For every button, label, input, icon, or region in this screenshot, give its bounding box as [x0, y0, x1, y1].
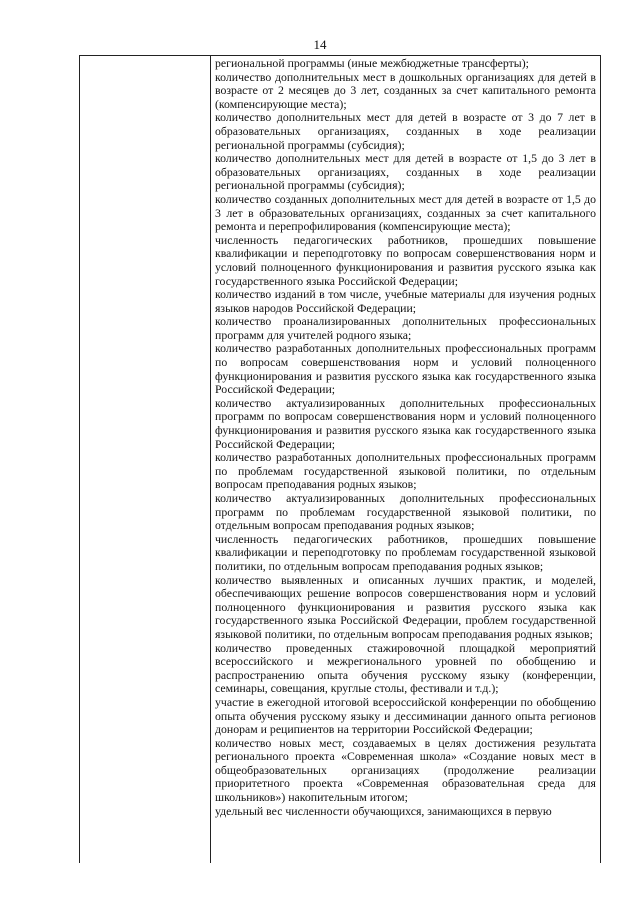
document-table [79, 55, 601, 863]
indicator-paragraph: количество выявленных и описанных лучших практик, и моделей, обеспечивающих решение вопросов совершенствования норм и условий полноценного функционирования и развития русского языка как государственного языка Российской Федерации, проблем государственной языковой политики, по отдельным вопросам преподавания родных языков; [215, 572, 596, 641]
indicator-paragraph: количество актуализированных дополнительных профессиональных программ по проблемам государственной языковой политики, по отдельным вопросам преподавания родных языков; [215, 491, 596, 533]
table-left-column [80, 56, 211, 863]
indicator-paragraph: численность педагогических работников, прошедших повышение квалификации и переподготовку по вопросам совершенствования норм и условий полноценного функционирования и развития русского языка как государственного языка Российской Федерации; [215, 232, 596, 288]
indicator-paragraph: количество разработанных дополнительных профессиональных программ по вопросам совершенствования норм и условий полноценного функционирования и развития русского языка как государственного языка Российской Федерации; [215, 341, 596, 397]
indicator-paragraph: участие в ежегодной итоговой всероссийской конференции по обобщению опыта обучения русскому языку и дессиминации данного опыта регионов донорам и реципиентов на территории Российской Федерации; [215, 694, 596, 737]
indicator-paragraph: количество изданий в том числе, учебные материалы для изучения родных языков народов Российской Федерации; [215, 287, 596, 315]
page-number: 14 [313, 37, 327, 52]
indicator-paragraph: количество проанализированных дополнительных профессиональных программ для учителей родного языка; [215, 314, 596, 342]
indicator-paragraph: региональной программы (иные межбюджетные трансферты); [215, 56, 529, 70]
indicator-paragraph: количество дополнительных мест для детей в возрасте от 3 до 7 лет в образовательных организациях, созданных в ходе реализации региональной программы (субсидия); [215, 110, 596, 152]
indicator-paragraph: количество проведенных стажировочной площадкой мероприятий всероссийского и межрегионального уровней по обобщению и распространению опыта обучения русскому языку (конференции, семинары, совещания, круглые столы, фестивали и т.д.); [215, 640, 596, 696]
table-right-column [211, 57, 600, 818]
indicator-paragraph: количество новых мест, создаваемых в целях достижения результата регионального проекта «Современная школа» «Создание новых мест в общеобразовательных организациях (продолжение реализации приоритетного проекта «Современная образовательная среда для школьников») накопительным итогом; [215, 735, 596, 805]
indicator-paragraph: количество разработанных дополнительных профессиональных программ по проблемам государственной языковой политики, по отдельным вопросам преподавания родных языков; [215, 450, 596, 492]
indicator-paragraph: численность педагогических работников, прошедших повышение квалификации и переподготовку по проблемам государственной языковой политики, по отдельным вопросам преподавания родных языков; [215, 531, 596, 573]
indicator-paragraph: удельный вес численности обучающихся, занимающихся в первую [215, 803, 552, 818]
indicator-paragraph: количество созданных дополнительных мест для детей в возрасте от 1,5 до 3 лет в образовательных организациях, созданных за счет капитального ремонта и перепрофилирования (компенсирующие места); [215, 191, 596, 234]
indicator-paragraph: количество дополнительных мест для детей в возрасте от 1,5 до 3 лет в образовательных организациях, созданных в ходе реализации региональной программы (субсидия); [215, 151, 596, 193]
indicator-paragraph: количество дополнительных мест в дошкольных организациях для детей в возрасте от 2 месяцев до 3 лет, созданных за счет капитального ремонта (компенсирующие места); [215, 69, 596, 111]
indicator-paragraph: количество актуализированных дополнительных профессиональных программ по вопросам совершенствования норм и условий полноценного функционирования и развития русского языка как государственного языка Российской Федерации; [215, 395, 596, 451]
